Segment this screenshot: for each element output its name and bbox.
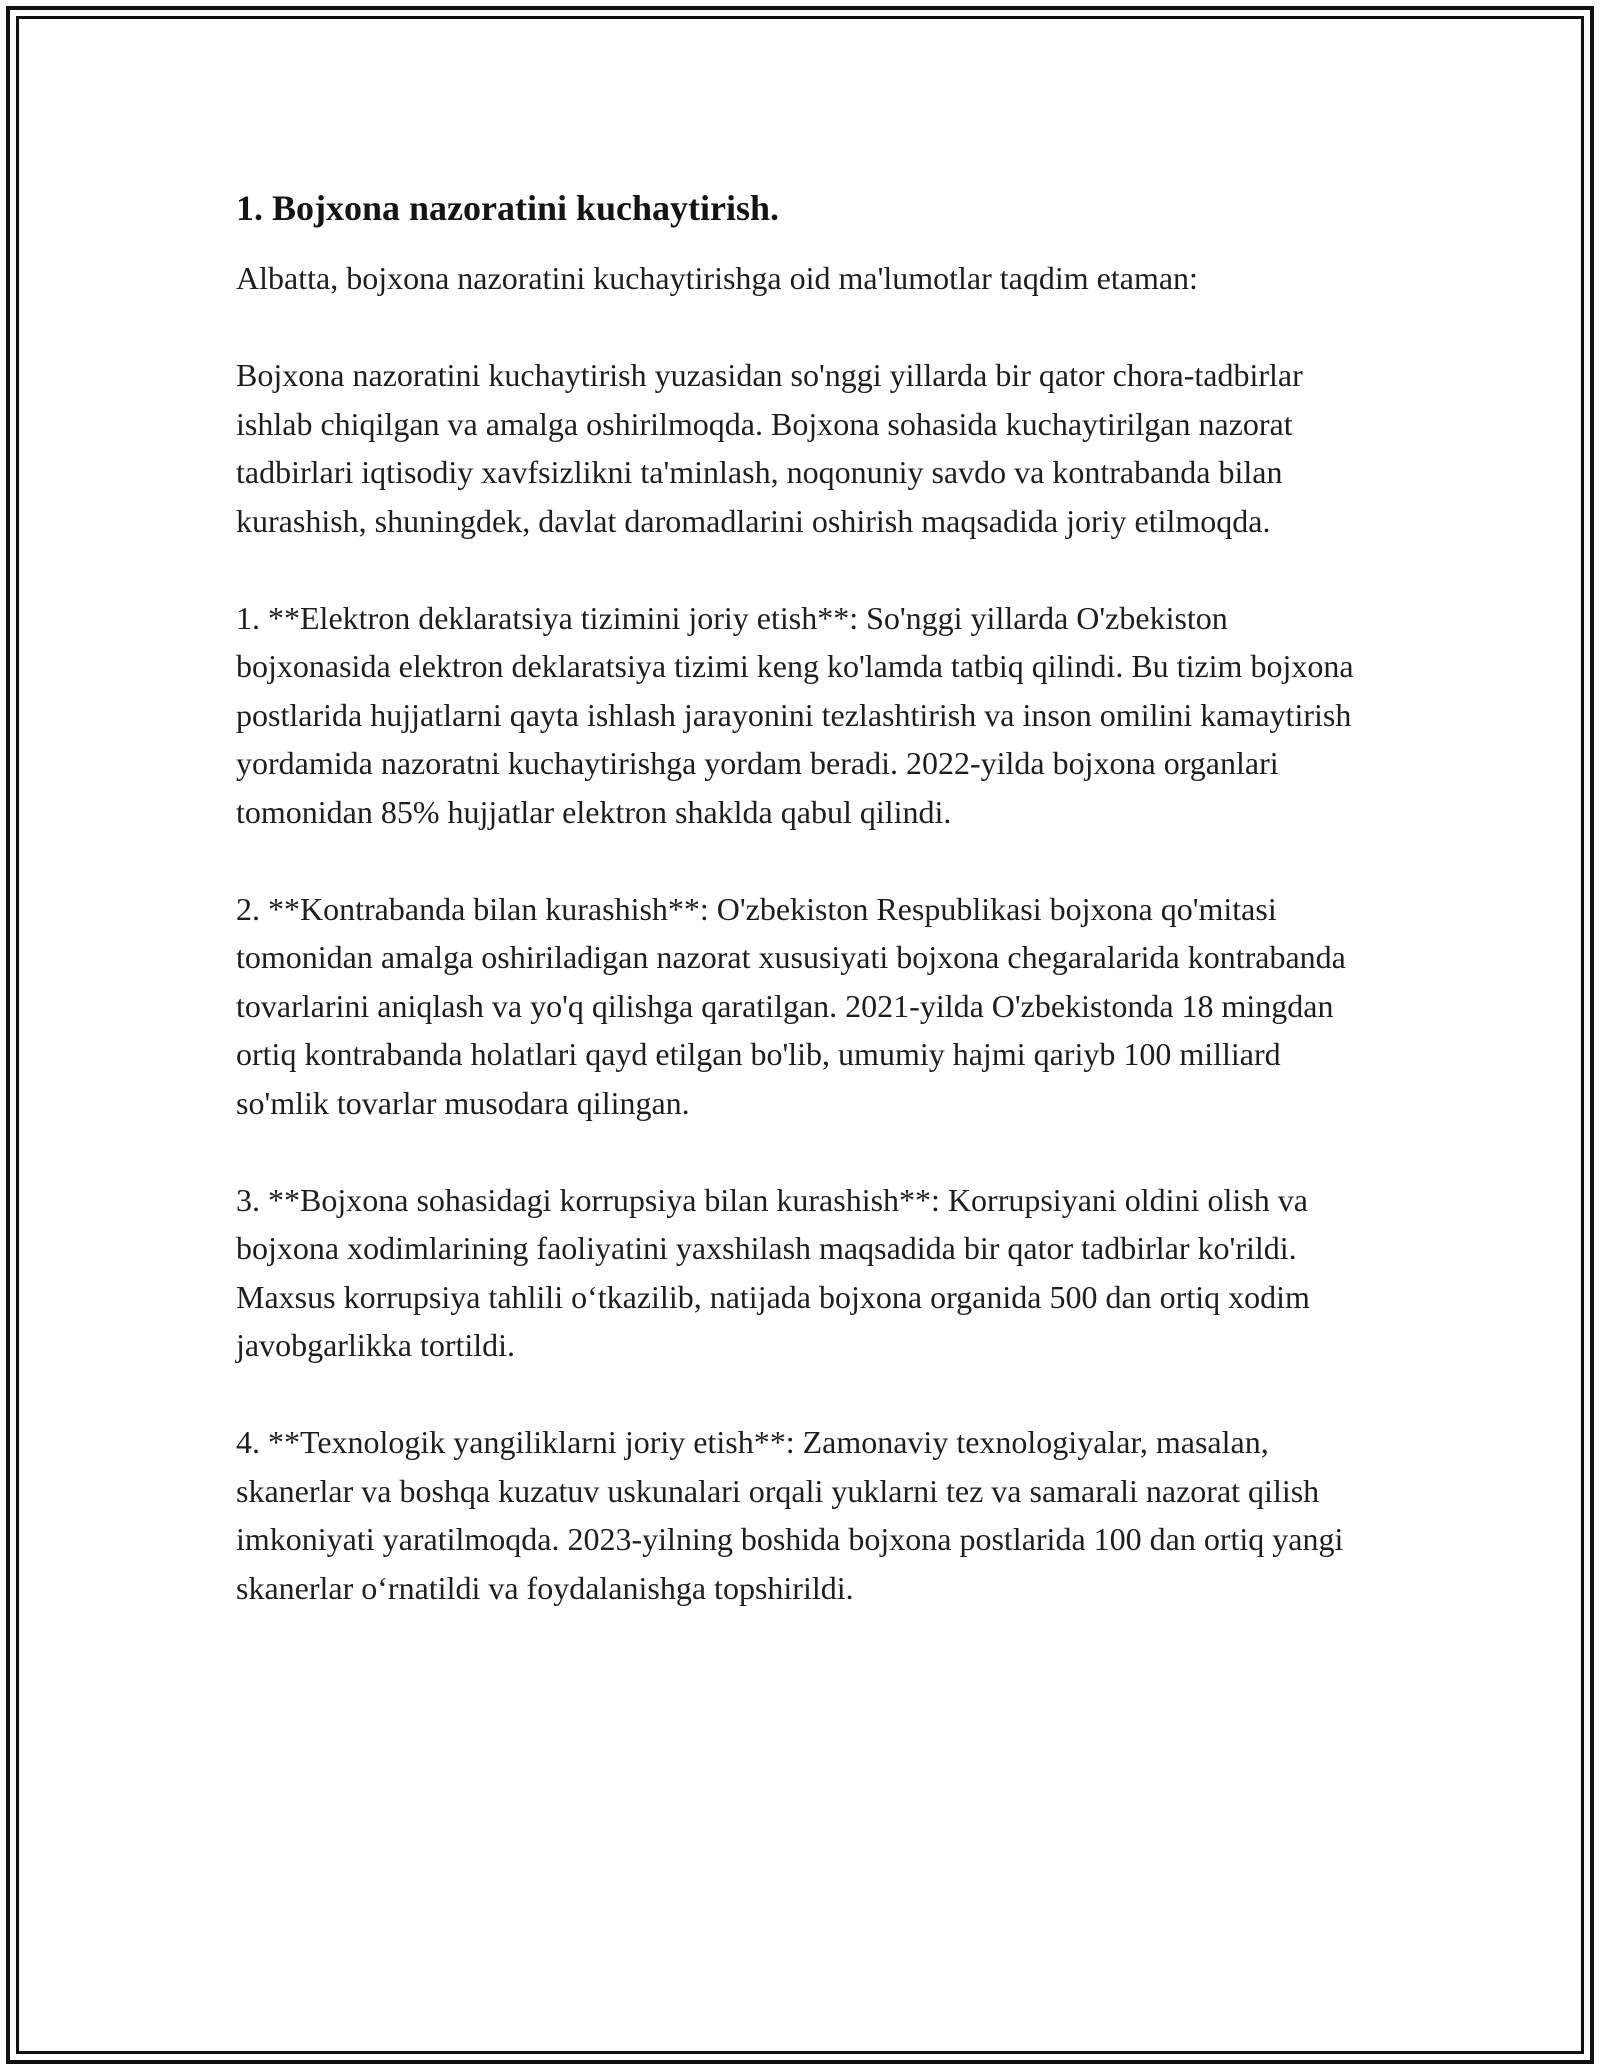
list-item-contraband: 2. **Kontrabanda bilan kurashish**: O'zbekiston Respublikasi bojxona qo'mitasi tomonidan amalga oshiriladigan nazorat xususiyati bojxona chegaralarida kontrabanda tovarlarini aniqlash va yo'q qilishga qaratilgan. 2021-yilda O'zbekistonda 18 mingdan ortiq kontrabanda holatlari qayd etilgan bo'lib, umumiy hajmi qariyb 100 milliard so'mlik tovarlar musodara qilingan. <box>236 890 1346 1121</box>
list-item-technology: 4. **Texnologik yangiliklarni joriy etish**: Zamonaviy texnologiyalar, masalan, skanerlar va boshqa kuzatuv uskunalari orqali yuklarni tez va samarali nazorat qilish imkoniyati yaratilmoqda. 2023-yilning boshida bojxona postlarida 100 dan ortiq yangi skanerlar o‘rnatildi va foydalanishga topshirildi. <box>236 1424 1344 1606</box>
intro-paragraph: Albatta, bojxona nazoratini kuchaytirishga oid ma'lumotlar taqdim etaman: <box>236 260 1198 296</box>
overview-paragraph: Bojxona nazoratini kuchaytirish yuzasidan so'nggi yillarda bir qator chora-tadbirlar ishlab chiqilgan va amalga oshirilmoqda. Bojxona sohasida kuchaytirilgan nazorat tadbirlari iqtisodiy xavfsizlikni ta'minlash, noqonuniy savdo va kontrabanda bilan kurashish, shuningdek, davlat daromadlarini oshirish maqsadida joriy etilmoqda. <box>236 357 1303 539</box>
document-body <box>236 184 1366 1661</box>
document-heading: 1. Bojxona nazoratini kuchaytirish. <box>236 188 780 228</box>
list-item-corruption: 3. **Bojxona sohasidagi korrupsiya bilan kurashish**: Korrupsiyani oldini olish va bojxona xodimlarining faoliyatini yaxshilash maqsadida bir qator tadbirlar ko'rildi. Maxsus korrupsiya tahlili o‘tkazilib, natijada bojxona organida 500 dan ortiq xodim javobgarlikka tortildi. <box>236 1181 1310 1363</box>
list-item-electronic-declaration: 1. **Elektron deklaratsiya tizimini joriy etish**: So'nggi yillarda O'zbekiston bojxonasida elektron deklaratsiya tizimi keng ko'lamda tatbiq qilindi. Bu tizim bojxona postlarida hujjatlarni qayta ishlash jarayonini tezlashtirish va inson omilini kamaytirish yordamida nazoratni kuchaytirishga yordam beradi. 2022-yilda bojxona organlari tomonidan 85% hujjatlar elektron shaklda qabul qilindi. <box>236 599 1354 830</box>
